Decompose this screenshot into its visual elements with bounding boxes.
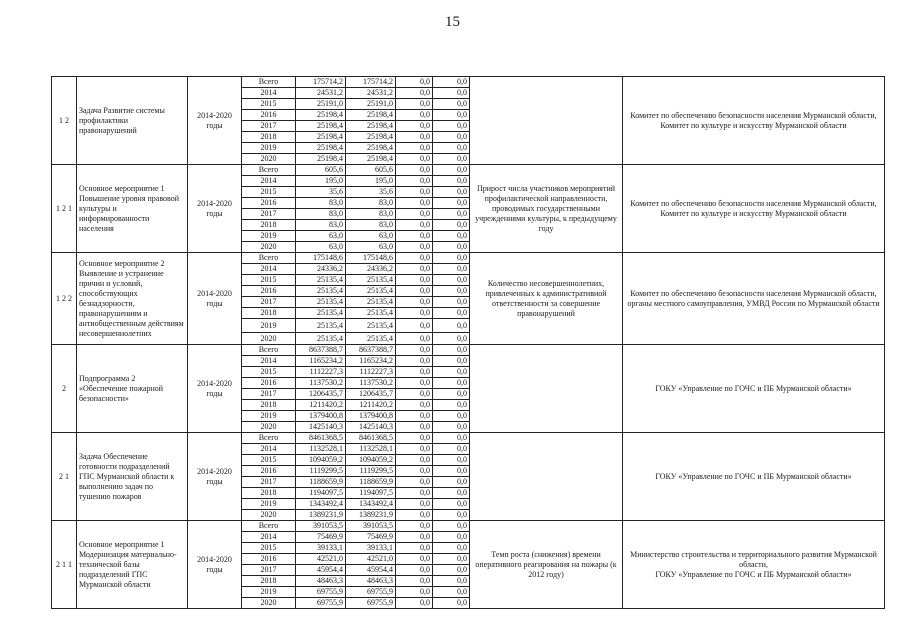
year-cell: Всего xyxy=(242,345,296,356)
federal-budget: 0,0 xyxy=(396,110,433,121)
other-sources: 0,0 xyxy=(433,543,470,554)
regional-budget: 1188659,9 xyxy=(346,477,396,488)
federal-budget: 0,0 xyxy=(396,532,433,543)
federal-budget: 0,0 xyxy=(396,433,433,444)
total-funding: 25198,4 xyxy=(296,132,346,143)
year-cell: 2015 xyxy=(242,275,296,286)
activity-name: Подпрограмма 2 «Обеспечение пожарной безопасности» xyxy=(77,345,188,433)
regional-budget: 1389231,9 xyxy=(346,510,396,521)
total-funding: 175148,6 xyxy=(296,253,346,264)
total-funding: 48463,3 xyxy=(296,576,346,587)
other-sources: 0,0 xyxy=(433,99,470,110)
year-cell: 2020 xyxy=(242,510,296,521)
regional-budget: 24336,2 xyxy=(346,264,396,275)
year-cell: 2019 xyxy=(242,587,296,598)
regional-budget: 1194097,5 xyxy=(346,488,396,499)
other-sources: 0,0 xyxy=(433,154,470,165)
federal-budget: 0,0 xyxy=(396,455,433,466)
federal-budget: 0,0 xyxy=(396,154,433,165)
year-cell: 2015 xyxy=(242,187,296,198)
other-sources: 0,0 xyxy=(433,587,470,598)
regional-budget: 391053,5 xyxy=(346,521,396,532)
total-funding: 42521,0 xyxy=(296,554,346,565)
total-funding: 75469,9 xyxy=(296,532,346,543)
regional-budget: 83,0 xyxy=(346,209,396,220)
year-cell: 2019 xyxy=(242,411,296,422)
regional-budget: 1206435,7 xyxy=(346,389,396,400)
table-row xyxy=(52,165,885,176)
total-funding: 1119299,5 xyxy=(296,466,346,477)
year-cell: 2014 xyxy=(242,356,296,367)
regional-budget: 83,0 xyxy=(346,220,396,231)
year-cell: 2014 xyxy=(242,264,296,275)
federal-budget: 0,0 xyxy=(396,466,433,477)
regional-budget: 69755,9 xyxy=(346,587,396,598)
federal-budget: 0,0 xyxy=(396,198,433,209)
other-sources: 0,0 xyxy=(433,532,470,543)
other-sources: 0,0 xyxy=(433,209,470,220)
responsible-executor: Министерство строительства и территориального развития Мурманской области, ГОКУ «Управление по ГОЧС и ПБ Мурманской области» xyxy=(623,521,885,609)
responsible-executor: ГОКУ «Управление по ГОЧС и ПБ Мурманской области» xyxy=(623,345,885,433)
federal-budget: 0,0 xyxy=(396,576,433,587)
total-funding: 1379400,8 xyxy=(296,411,346,422)
other-sources: 0,0 xyxy=(433,554,470,565)
regional-budget: 25135,4 xyxy=(346,297,396,308)
total-funding: 1389231,9 xyxy=(296,510,346,521)
total-funding: 195,0 xyxy=(296,176,346,187)
other-sources: 0,0 xyxy=(433,411,470,422)
regional-budget: 48463,3 xyxy=(346,576,396,587)
responsible-executor: ГОКУ «Управление по ГОЧС и ПБ Мурманской области» xyxy=(623,433,885,521)
row-number: 1 2 2 xyxy=(52,253,77,345)
total-funding: 25135,4 xyxy=(296,286,346,297)
responsible-executor: Комитет по обеспечению безопасности населения Мурманской области, органы местного самоуправления, УМВД России по Мурманской области xyxy=(623,253,885,345)
other-sources: 0,0 xyxy=(433,400,470,411)
regional-budget: 63,0 xyxy=(346,231,396,242)
regional-budget: 1137530,2 xyxy=(346,378,396,389)
other-sources: 0,0 xyxy=(433,499,470,510)
year-cell: 2018 xyxy=(242,488,296,499)
total-funding: 1188659,9 xyxy=(296,477,346,488)
total-funding: 25198,4 xyxy=(296,154,346,165)
federal-budget: 0,0 xyxy=(396,88,433,99)
regional-budget: 75469,9 xyxy=(346,532,396,543)
federal-budget: 0,0 xyxy=(396,367,433,378)
federal-budget: 0,0 xyxy=(396,521,433,532)
year-cell: 2020 xyxy=(242,422,296,433)
year-cell: 2020 xyxy=(242,333,296,345)
total-funding: 63,0 xyxy=(296,231,346,242)
other-sources: 0,0 xyxy=(433,466,470,477)
year-cell: 2018 xyxy=(242,576,296,587)
year-cell: 2016 xyxy=(242,286,296,297)
other-sources: 0,0 xyxy=(433,510,470,521)
year-cell: 2017 xyxy=(242,389,296,400)
implementation-period: 2014-2020 годы xyxy=(188,77,242,165)
federal-budget: 0,0 xyxy=(396,422,433,433)
total-funding: 25198,4 xyxy=(296,110,346,121)
regional-budget: 25135,4 xyxy=(346,308,396,319)
regional-budget: 1343492,4 xyxy=(346,499,396,510)
federal-budget: 0,0 xyxy=(396,264,433,275)
target-indicator: Количество несовершеннолетних, привлеченных к административной ответственности за совершение правонарушений xyxy=(470,253,623,345)
regional-budget: 25135,4 xyxy=(346,286,396,297)
regional-budget: 1112227,3 xyxy=(346,367,396,378)
year-cell: 2017 xyxy=(242,297,296,308)
target-indicator xyxy=(470,433,623,521)
regional-budget: 1165234,2 xyxy=(346,356,396,367)
table-row xyxy=(52,521,885,532)
year-cell: 2016 xyxy=(242,378,296,389)
year-cell: 2018 xyxy=(242,220,296,231)
year-cell: 2017 xyxy=(242,565,296,576)
other-sources: 0,0 xyxy=(433,576,470,587)
other-sources: 0,0 xyxy=(433,433,470,444)
total-funding: 25198,4 xyxy=(296,121,346,132)
other-sources: 0,0 xyxy=(433,345,470,356)
responsible-executor: Комитет по обеспечению безопасности населения Мурманской области, Комитет по культуре и искусству Мурманской области xyxy=(623,165,885,253)
federal-budget: 0,0 xyxy=(396,77,433,88)
total-funding: 1112227,3 xyxy=(296,367,346,378)
federal-budget: 0,0 xyxy=(396,275,433,286)
federal-budget: 0,0 xyxy=(396,176,433,187)
other-sources: 0,0 xyxy=(433,121,470,132)
federal-budget: 0,0 xyxy=(396,510,433,521)
federal-budget: 0,0 xyxy=(396,319,433,333)
federal-budget: 0,0 xyxy=(396,587,433,598)
federal-budget: 0,0 xyxy=(396,99,433,110)
federal-budget: 0,0 xyxy=(396,308,433,319)
federal-budget: 0,0 xyxy=(396,488,433,499)
regional-budget: 605,6 xyxy=(346,165,396,176)
other-sources: 0,0 xyxy=(433,444,470,455)
federal-budget: 0,0 xyxy=(396,389,433,400)
total-funding: 63,0 xyxy=(296,242,346,253)
other-sources: 0,0 xyxy=(433,521,470,532)
implementation-period: 2014-2020 годы xyxy=(188,433,242,521)
year-cell: 2019 xyxy=(242,143,296,154)
year-cell: 2019 xyxy=(242,231,296,242)
federal-budget: 0,0 xyxy=(396,187,433,198)
year-cell: Всего xyxy=(242,165,296,176)
year-cell: 2017 xyxy=(242,477,296,488)
row-number: 1 2 1 xyxy=(52,165,77,253)
year-cell: 2017 xyxy=(242,121,296,132)
federal-budget: 0,0 xyxy=(396,499,433,510)
regional-budget: 1132528,1 xyxy=(346,444,396,455)
federal-budget: 0,0 xyxy=(396,165,433,176)
total-funding: 1343492,4 xyxy=(296,499,346,510)
target-indicator: Темп роста (снижения) времени оперативного реагирования на пожары (к 2012 году) xyxy=(470,521,623,609)
other-sources: 0,0 xyxy=(433,242,470,253)
federal-budget: 0,0 xyxy=(396,231,433,242)
other-sources: 0,0 xyxy=(433,297,470,308)
federal-budget: 0,0 xyxy=(396,565,433,576)
activity-name: Основное мероприятие 1 Модернизация материально-технической базы подразделений ГПС Мурманской области xyxy=(77,521,188,609)
total-funding: 175714,2 xyxy=(296,77,346,88)
other-sources: 0,0 xyxy=(433,455,470,466)
year-cell: 2015 xyxy=(242,455,296,466)
regional-budget: 83,0 xyxy=(346,198,396,209)
table-row xyxy=(52,433,885,444)
other-sources: 0,0 xyxy=(433,275,470,286)
target-indicator xyxy=(470,345,623,433)
federal-budget: 0,0 xyxy=(396,209,433,220)
regional-budget: 35,6 xyxy=(346,187,396,198)
row-number: 1 2 xyxy=(52,77,77,165)
target-indicator: Прирост числа участников мероприятий профилактической направленности, проводимых государственными учреждениями культуры, к предыдущему году xyxy=(470,165,623,253)
table-row xyxy=(52,77,885,88)
year-cell: 2018 xyxy=(242,308,296,319)
federal-budget: 0,0 xyxy=(396,143,433,154)
row-number: 2 1 xyxy=(52,433,77,521)
program-activities-table xyxy=(51,76,885,609)
regional-budget: 25198,4 xyxy=(346,143,396,154)
federal-budget: 0,0 xyxy=(396,444,433,455)
other-sources: 0,0 xyxy=(433,477,470,488)
regional-budget: 45954,4 xyxy=(346,565,396,576)
regional-budget: 25135,4 xyxy=(346,275,396,286)
total-funding: 39133,1 xyxy=(296,543,346,554)
year-cell: Всего xyxy=(242,253,296,264)
total-funding: 45954,4 xyxy=(296,565,346,576)
table-row xyxy=(52,345,885,356)
total-funding: 1094059,2 xyxy=(296,455,346,466)
regional-budget: 195,0 xyxy=(346,176,396,187)
federal-budget: 0,0 xyxy=(396,121,433,132)
year-cell: 2018 xyxy=(242,132,296,143)
regional-budget: 25191,0 xyxy=(346,99,396,110)
regional-budget: 175148,6 xyxy=(346,253,396,264)
total-funding: 1211420,2 xyxy=(296,400,346,411)
total-funding: 1425140,3 xyxy=(296,422,346,433)
total-funding: 83,0 xyxy=(296,220,346,231)
other-sources: 0,0 xyxy=(433,165,470,176)
other-sources: 0,0 xyxy=(433,264,470,275)
federal-budget: 0,0 xyxy=(396,598,433,609)
regional-budget: 63,0 xyxy=(346,242,396,253)
federal-budget: 0,0 xyxy=(396,333,433,345)
other-sources: 0,0 xyxy=(433,319,470,333)
total-funding: 25135,4 xyxy=(296,308,346,319)
federal-budget: 0,0 xyxy=(396,356,433,367)
total-funding: 8637388,7 xyxy=(296,345,346,356)
other-sources: 0,0 xyxy=(433,198,470,209)
regional-budget: 175714,2 xyxy=(346,77,396,88)
year-cell: 2015 xyxy=(242,367,296,378)
year-cell: Всего xyxy=(242,433,296,444)
regional-budget: 25198,4 xyxy=(346,121,396,132)
federal-budget: 0,0 xyxy=(396,378,433,389)
federal-budget: 0,0 xyxy=(396,253,433,264)
other-sources: 0,0 xyxy=(433,286,470,297)
total-funding: 35,6 xyxy=(296,187,346,198)
other-sources: 0,0 xyxy=(433,143,470,154)
year-cell: Всего xyxy=(242,521,296,532)
federal-budget: 0,0 xyxy=(396,554,433,565)
implementation-period: 2014-2020 годы xyxy=(188,345,242,433)
year-cell: 2016 xyxy=(242,554,296,565)
year-cell: 2020 xyxy=(242,598,296,609)
activity-name: Задача Развитие системы профилактики правонарушений xyxy=(77,77,188,165)
target-indicator xyxy=(470,77,623,165)
total-funding: 8461368,5 xyxy=(296,433,346,444)
total-funding: 25198,4 xyxy=(296,143,346,154)
regional-budget: 8461368,5 xyxy=(346,433,396,444)
regional-budget: 42521,0 xyxy=(346,554,396,565)
regional-budget: 1379400,8 xyxy=(346,411,396,422)
table-body xyxy=(52,77,885,609)
total-funding: 1132528,1 xyxy=(296,444,346,455)
row-number: 2 xyxy=(52,345,77,433)
other-sources: 0,0 xyxy=(433,422,470,433)
implementation-period: 2014-2020 годы xyxy=(188,253,242,345)
year-cell: Всего xyxy=(242,77,296,88)
other-sources: 0,0 xyxy=(433,389,470,400)
other-sources: 0,0 xyxy=(433,176,470,187)
other-sources: 0,0 xyxy=(433,308,470,319)
year-cell: 2016 xyxy=(242,466,296,477)
total-funding: 25191,0 xyxy=(296,99,346,110)
total-funding: 25135,4 xyxy=(296,297,346,308)
total-funding: 25135,4 xyxy=(296,319,346,333)
federal-budget: 0,0 xyxy=(396,400,433,411)
other-sources: 0,0 xyxy=(433,220,470,231)
regional-budget: 25198,4 xyxy=(346,154,396,165)
total-funding: 83,0 xyxy=(296,209,346,220)
year-cell: 2014 xyxy=(242,176,296,187)
federal-budget: 0,0 xyxy=(396,220,433,231)
table-row xyxy=(52,253,885,264)
federal-budget: 0,0 xyxy=(396,345,433,356)
regional-budget: 1094059,2 xyxy=(346,455,396,466)
year-cell: 2017 xyxy=(242,209,296,220)
regional-budget: 1425140,3 xyxy=(346,422,396,433)
regional-budget: 1119299,5 xyxy=(346,466,396,477)
year-cell: 2015 xyxy=(242,543,296,554)
page-number: 15 xyxy=(445,14,460,30)
row-number: 2 1 1 xyxy=(52,521,77,609)
implementation-period: 2014-2020 годы xyxy=(188,521,242,609)
other-sources: 0,0 xyxy=(433,231,470,242)
year-cell: 2019 xyxy=(242,499,296,510)
year-cell: 2015 xyxy=(242,99,296,110)
federal-budget: 0,0 xyxy=(396,242,433,253)
other-sources: 0,0 xyxy=(433,565,470,576)
other-sources: 0,0 xyxy=(433,132,470,143)
total-funding: 24336,2 xyxy=(296,264,346,275)
activity-name: Основное мероприятие 2 Выявление и устранение причин и условий, способствующих безнадзорности, правонарушениям и антиобщественным действиям несовершеннолетних xyxy=(77,253,188,345)
other-sources: 0,0 xyxy=(433,367,470,378)
other-sources: 0,0 xyxy=(433,77,470,88)
regional-budget: 8637388,7 xyxy=(346,345,396,356)
total-funding: 391053,5 xyxy=(296,521,346,532)
federal-budget: 0,0 xyxy=(396,297,433,308)
activity-name: Основное мероприятие 1 Повышение уровня правовой культуры и информированности населения xyxy=(77,165,188,253)
year-cell: 2020 xyxy=(242,242,296,253)
responsible-executor: Комитет по обеспечению безопасности населения Мурманской области, Комитет по культуре и искусству Мурманской области xyxy=(623,77,885,165)
year-cell: 2016 xyxy=(242,198,296,209)
total-funding: 1206435,7 xyxy=(296,389,346,400)
year-cell: 2019 xyxy=(242,319,296,333)
other-sources: 0,0 xyxy=(433,110,470,121)
total-funding: 83,0 xyxy=(296,198,346,209)
year-cell: 2016 xyxy=(242,110,296,121)
regional-budget: 25135,4 xyxy=(346,333,396,345)
federal-budget: 0,0 xyxy=(396,286,433,297)
year-cell: 2018 xyxy=(242,400,296,411)
total-funding: 25135,4 xyxy=(296,275,346,286)
total-funding: 69755,9 xyxy=(296,598,346,609)
other-sources: 0,0 xyxy=(433,488,470,499)
total-funding: 69755,9 xyxy=(296,587,346,598)
implementation-period: 2014-2020 годы xyxy=(188,165,242,253)
federal-budget: 0,0 xyxy=(396,411,433,422)
regional-budget: 24531,2 xyxy=(346,88,396,99)
year-cell: 2014 xyxy=(242,88,296,99)
other-sources: 0,0 xyxy=(433,88,470,99)
year-cell: 2014 xyxy=(242,532,296,543)
other-sources: 0,0 xyxy=(433,333,470,345)
total-funding: 1194097,5 xyxy=(296,488,346,499)
regional-budget: 69755,9 xyxy=(346,598,396,609)
year-cell: 2014 xyxy=(242,444,296,455)
regional-budget: 1211420,2 xyxy=(346,400,396,411)
regional-budget: 25198,4 xyxy=(346,110,396,121)
regional-budget: 25135,4 xyxy=(346,319,396,333)
federal-budget: 0,0 xyxy=(396,132,433,143)
total-funding: 605,6 xyxy=(296,165,346,176)
regional-budget: 25198,4 xyxy=(346,132,396,143)
federal-budget: 0,0 xyxy=(396,477,433,488)
activity-name: Задача Обеспечение готовности подразделений ГПС Мурманской области к выполнению задач по тушению пожаров xyxy=(77,433,188,521)
other-sources: 0,0 xyxy=(433,253,470,264)
total-funding: 1165234,2 xyxy=(296,356,346,367)
other-sources: 0,0 xyxy=(433,378,470,389)
year-cell: 2020 xyxy=(242,154,296,165)
regional-budget: 39133,1 xyxy=(346,543,396,554)
other-sources: 0,0 xyxy=(433,356,470,367)
other-sources: 0,0 xyxy=(433,598,470,609)
total-funding: 24531,2 xyxy=(296,88,346,99)
total-funding: 1137530,2 xyxy=(296,378,346,389)
federal-budget: 0,0 xyxy=(396,543,433,554)
other-sources: 0,0 xyxy=(433,187,470,198)
total-funding: 25135,4 xyxy=(296,333,346,345)
